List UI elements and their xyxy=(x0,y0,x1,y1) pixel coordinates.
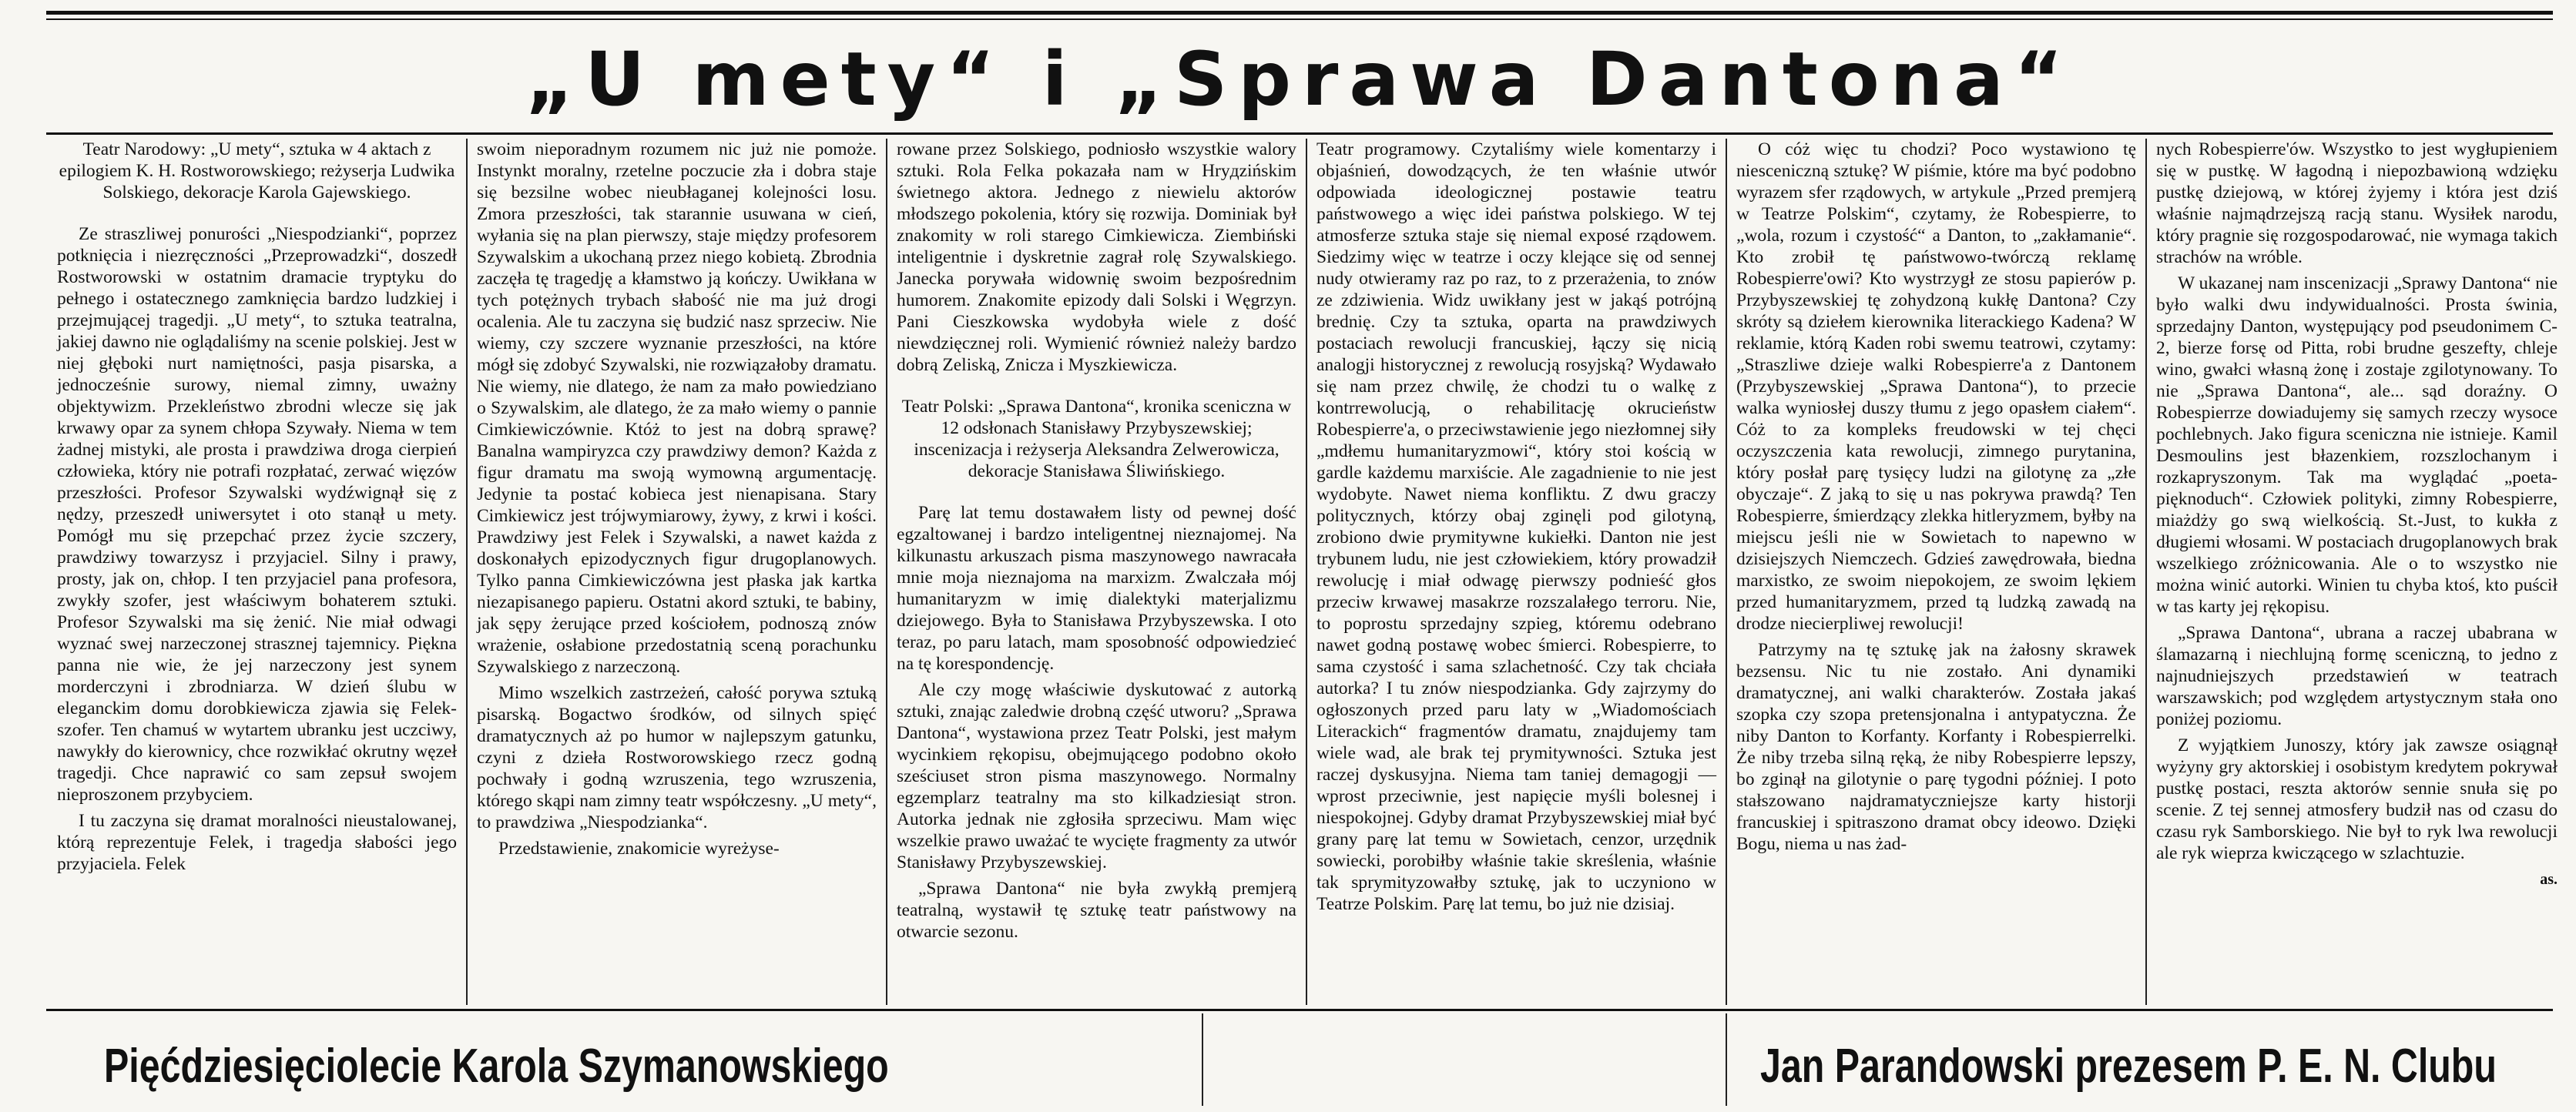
paragraph: Ale czy mogę właściwie dyskutować z autorką sztuki, znając zaledwie drobną część utworu? „Sprawa Dantona“, wystawiona przez Teatr Polski, jest małym wycinkiem rękopisu, obejmującego podobno około sześciuset stron pisma maszynowego. Normalny egzemplarz teatralny ma sto kilkadziesiąt stron. Autorka jednak nie zgłosiła sprzeciwu. Mam więc wszelkie prawo uważać te wycięte fragmenty za utwór Stanisławy Przybyszewskiej. xyxy=(897,680,1296,873)
paragraph: O cóż więc tu chodzi? Poco wystawiono tę niesceniczną sztukę? W piśmie, które ma być podobno wyrazem sfer rządowych, w artykule „Przed premjerą w Teatrze Polskim“, czytamy, że Robespierre, to „wola, rozum i czystość“ a Danton, to „zakłamanie“. Kto zrobił tę państwowo-twórczą reklamę Robespierre'owi? Kto wystrzygł ze stosu papierów p. Przybyszewskiej tę zohydzoną kukłę Dantona? Czy skróty są dziełem kierownika literackiego Kadena? W reklamie, którą Kaden robi swemu teatrowi, czytamy: „Straszliwe dzieje walki Robespierre'a z Dantonem (Przybyszewskiej „Sprawa Dantona“), to przecie walka wyniosłej duszy tłumu z jego opasłem ciałem“. Cóż to za kompleks freudowski w tej chęci oczyszczenia kata rewolucji, zimnego purytanina, który posłał parę tysięcy ludzi na gilotynę za „złe obyczaje“. Z jaką to się u nas pokrywa prawdą? Ten Robespierre, śmierdzący zlekka hitleryzmem, byłby na miejscu jeśli nie w Sowietach to napewno w dzisiejszych Niemczech. Gdzieś zawędrowała, biedna marxistko, ze swoim niepokojem, ze swoim lękiem przed humanitaryzmem, przed tą ludzką zawadą na drodze niecierpliwej rewolucji! xyxy=(1736,139,2136,634)
bottom-rule xyxy=(46,1009,2553,1011)
paragraph: Teatr Narodowy: „U mety“, sztuka w 4 aktach z epilogiem K. H. Rostworowskiego; reżyserja Ludwika Solskiego, dekoracje Karola Gajewskiego. xyxy=(59,139,455,203)
author-signature: as. xyxy=(2540,871,2558,888)
paragraph: Ze straszliwej ponurości „Niespodzianki“, poprzez potknięcia i niezręczności „Przeprowadzki“, doszedł Rostworowski w ostatnim dramacie tryptyku do pełnego i ostatecznego zamknięcia bardzo ludzkiej i przejmującej tragedji. „U mety“, to sztuka teatralna, jakiej dawno nie oglądaliśmy na scenie polskiej. Jest w niej głęboki nurt namiętności, pasja pisarska, a jednocześnie surowy, niemal zimny, uważny objektywizm. Przekleństwo zbrodni wlecze się jak krwawy opar za synem chłopa Szywały. Niema w tem żadnej mistyki, ale prosta i prawdziwa droga cierpień człowieka, który nie potrafi rozpłatać, zerwać więzów przeszłości. Profesor Szywalski wydźwignął się z nędzy, przeszedł uniwersytet i oto stanął u mety. Pomógł mu się przepchać przez życie szczery, prawdziwy towarzysz i przyjaciel. Silny i prawy, prosty, jak on, chłop. I ten przyjaciel pana profesora, zwykły szofer, jest właściwym bohaterem sztuki. Profesor Szywalski ma się żenić. Nie miał odwagi wyznać swej narzeczonej strasznej tajemnicy. Piękna panna nie wie, że jej narzeczony jest synem morderczyni i zbrodniarza. W dzień ślubu w eleganckim domu dorobkiewicza zjawia się Felek-szofer. Ten chamuś w wytartem ubranku jest uczciwy, nawykły do kierownicy, chce rozwikłać okrutny węzeł tragedji. Chce naprawić co sam zepsuł swojem nieproszonem przybyciem. xyxy=(57,224,457,805)
paragraph: rowane przez Solskiego, podniosło wszystkie walory sztuki. Rola Felka pokazała nam w Hryдzińskim świetnego aktora. Jednego z niewielu aktorów młodszego pokolenia, który się rozwija. Dominiak był znakomity w roli starego Cimkiewicza. Ziembiński inteligentnie i dyskretnie zagrał rolę Szywalskiego. Janecka porywała widownię swoim bezpośrednim humorem. Znakomite epizody dali Solski i Węgrzyn. Pani Cieszkowska wydobyła wiele z dość niewdzięcznej roli. Wymienić również należy bardzo dobrą Zeliską, Znicza i Myszkiewicza. xyxy=(897,139,1296,375)
column-6 xyxy=(2147,139,2567,1005)
top-rule xyxy=(46,11,2553,15)
column-3 xyxy=(887,139,1307,1005)
paragraph: swoim nieporadnym rozumem nic już nie pomoże. Instynkt moralny, rzetelne poczucie zła i dobra staje się bezsilne wobec nieubłaganej kolejności losu. Zmora przeszłości, tak starannie usuwana w cień, wyłania się na plan pierwszy, staje między profesorem Szywalskim a ukochaną przez niego kobietą. Zbrodnia zaczęła tę tragedję a kłamstwo ją kończy. Uwikłana w tych potężnych trybach słabość nie ma już drogi ocalenia. Ale tu zaczyna się budzić nasz sprzeciw. Nie wiemy, czy szczere wyznanie przeszłości, na które mógł się zdobyć Szywalski, nie rozwiązałoby dramatu. Nie wiemy, nie dlatego, że nam za mało powiedziano o Szywalskim, ale dlatego, że za mało wiemy o pannie Cimkiewiczównie. Któż to jest na dobrą sprawę? Banalna wampiryzca czy prawdziwy demon? Każda z figur dramatu ma swoją wymowną argumentację. Jedynie ta postać kobieca jest nienapisana. Stary Cimkiewicz jest trójwymiarowy, żywy, z krwi i kości. Prawdziwy jest Felek i Szywalski, a nawet każda z doskonałych epizodycznych figur drugoplanowych. Tylko panna Cimkiewiczówna jest płaska jak kartka niezapisanego papieru. Ostatni akord sztuki, te babiny, jak sępy żerujące przed kościołem, podnoszą znów wrażenie, osłabione przedostatnią sceną porachunku Szywalskiego z narzeczoną. xyxy=(477,139,877,677)
paragraph: Teatr programowy. Czytaliśmy wiele komentarzy i objaśnień, dowodzących, że ten właśnie utwór odpowiada ideologicznej postawie teatru państwowego a więc idei państwa polskiego. W tej atmosferze sztuka staje się niemal exposé rządowem. Siedzimy więc w teatrze i oczy klejące się od sennej nudy otwieramy raz po raz, to z przerażenia, to znów ze zdziwienia. Widz uwikłany jest w jakąś potrójną brednię. Czy ta sztuka, oparta na prawdziwych postaciach rewolucji francuskiej, łączy się nicią analogji historycznej z rewolucją rosyjską? Wydawało się nam przez chwilę, że chodzi tu o walkę z kontrrewolucją, o rehabilitację okrucieństw Robespierre'a, o przeciwstawienie jego niezłomnej siły „mdłemu humanitaryzmowi“, który stoi kością w gardle każdemu marxiście. Ale zagadnienie to nie jest wydobyte. Nawet niema konfliktu. Z dwu graczy politycznych, którzy obaj zginęli pod gilotyną, zrobiono dwie prymitywne kukiełki. Danton nie jest trybunem ludu, nie jest człowiekiem, który prowadził rewolucję i miał odwagę pierwszy podnieść głos przeciw krwawej masakrze rozszalałego terroru. Nie, to poprostu sprzedajny szpieg, któremu odebrano nawet godną postawę wobec śmierci. Robespierre, to sama czystość i sama szlachetność. Czy tak chciała autorka? I tu znów niespodzianka. Gdy zajrzymy do ogłoszonych przed paru laty w „Wiadomościach Literackich“ fragmentów dramatu, znajdujemy tam wiele wad, ale brak tej prymitywności. Sztuka jest raczej dyskusyjna. Niema tam taniej demagogji — wprost przeciwnie, jest napięcie myśli bolesnej i niespokojnej. Gdyby dramat Przybyszewskiej miał być grany parę lat temu w Sowietach, cenzor, urzędnik sowiecki, porobiłby właśnie takie skreślenia, właśnie tak sprymityzowałby sztukę, jak to uczyniono w Teatrze Polskim. Parę lat temu, bo już nie dzisiaj. xyxy=(1317,139,1716,914)
headline-rule xyxy=(46,132,2553,135)
column-1 xyxy=(48,139,468,1005)
paragraph: nych Robespierre'ów. Wszystko to jest wygłupieniem się w pustkę. W łagodną i niepozbawioną wdzięku pustkę dziejową, w której żyjemy i która jest dziś właśnie najmądrzejszą racją stanu. Wysiłek narodu, który pragnie się rozgospodarować, nie wymaga takich strachów na wróble. xyxy=(2156,139,2558,267)
paragraph: Przedstawienie, znakomicie wyreżyse- xyxy=(498,839,780,859)
bottom-divider xyxy=(1726,1013,1727,1106)
paragraph: Mimo wszelkich zastrzeżeń, całość porywa sztuką pisarską. Bogactwo środków, od silnych spięć dramatycznych aż po humor w najlepszym gatunku, czyni z dzieła Rostworowskiego rzecz godną pochwały i godną wzruszenia, tego wzruszenia, którego skąpi nam zimny teatr współczesny. „U mety“, to prawdziwa „Niespodzianka“. xyxy=(477,683,877,832)
paragraph: Z wyjątkiem Junoszy, który jak zawsze osiągnął wyżyny gry aktorskiej i osobistym kredytem pokrywał pustkę postaci, reszta aktorów sennie snuła się po scenie. Z tej sennej atmosfery budził nas od czasu do czasu ryk Samborskiego. Nie był to ryk lwa rewolucji ale ryk wieprza kwiczącego w szlachtuzie. xyxy=(2156,735,2558,863)
bottom-divider xyxy=(1202,1013,1203,1106)
article-columns xyxy=(48,139,2567,1005)
top-rule-thin xyxy=(46,18,2553,20)
bottom-headline-left: Pięćdziesięciolecie Karola Szymanowskiego xyxy=(104,1040,889,1093)
paragraph: Teatr Polski: „Sprawa Dantona“, kronika sceniczna w 12 odsłonach Stanisławy Przybyszewskiej; inscenizacja i reżyserja Aleksandra Zelwerowicza, dekoracje Stanisława Śliwińskiego. xyxy=(901,397,1292,481)
article-headline: „U mety“ i „Sprawa Dantona“ xyxy=(525,36,2074,122)
paragraph: Patrzymy na tę sztukę jak na żałosny skrawek bezsensu. Nic tu nie zostało. Ani dynamiki dramatycznej, ani walki charakterów. Została jakaś szopka czy szopa pretensjonalna i antypatyczna. Że niby Danton to Korfanty. Korfanty i Robespierrelki. Że niby trzeba silną ręką, że niby Robespierre lepszy, bo zginął na gilotynie o parę tygodni później. I poto stałszowano najdramatyczniejsze karty historji francuskiej i spitraszono dramat obcy ideowo. Dzięki Bogu, niema u nas żad- xyxy=(1736,640,2136,854)
column-2 xyxy=(468,139,887,1005)
paragraph: „Sprawa Dantona“, ubrana a raczej ubabrana w ślamazarną i niechlujną formę sceniczną, to jedno z najnudniejszych przedstawień w teatrach warszawskich; pod względem artystycznym stała ono poniżej poziomu. xyxy=(2156,623,2558,729)
column-4 xyxy=(1307,139,1727,1005)
paragraph: „Sprawa Dantona“ nie była zwykłą premjerą teatralną, wystawił tę sztukę teatr państwowy na otwarcie sezonu. xyxy=(897,879,1296,942)
paragraph: W ukazanej nam inscenizacji „Sprawy Dantona“ nie było walki dwu indywidualności. Prosta świnia, sprzedajny Danton, występujący pod pseudonimem C-2, bierze forsę od Pitta, robi brudne geszefty, chleje wino, gwałci własną żonę i zostaje zgilotynowany. To nie „Sprawa Dantona“, ale... sąd doraźny. O Robespierrze dowiadujemy się samych rzeczy wysoce pochlebnych. Jako figura sceniczna nie istnieje. Kamil Desmoulins jest błazenkiem, rozszlochanym i rozkapryszonym. Tak ma wyglądać „poeta-pięknoduch“. Człowiek polityki, zimny Robespierre, miażdży go swą wielkością. St.-Just, to kukła z długiemi włosami. W postaciach drugoplanowych brak wszelkiego zróżnicowania. Ale o to wszystko nie można winić autorki. Winien tu chyba ktoś, kto puścił w tas karty jej rękopisu. xyxy=(2156,273,2558,617)
paragraph: Parę lat temu dostawałem listy od pewnej dość egzaltowanej i bardzo inteligentnej nieznajomej. Na kilkunastu arkuszach pisma maszynowego nawracała mnie moja nieznajoma na marxizm. Zwalczała mój humanitaryzm w imię dialektyki materjalizmu dziejowego. Była to Stanisława Przybyszewska. I oto teraz, po paru latach, mam sposobność odpowiedzieć na tę korespondencję. xyxy=(897,503,1296,674)
paragraph: I tu zaczyna się dramat moralności nieustalowanej, którą reprezentuje Felek, i tragedja słabości jego przyjaciela. Felek xyxy=(57,811,457,874)
bottom-headline-right: Jan Parandowski prezesem P. E. N. Clubu xyxy=(1760,1040,2497,1093)
column-5 xyxy=(1727,139,2147,1005)
